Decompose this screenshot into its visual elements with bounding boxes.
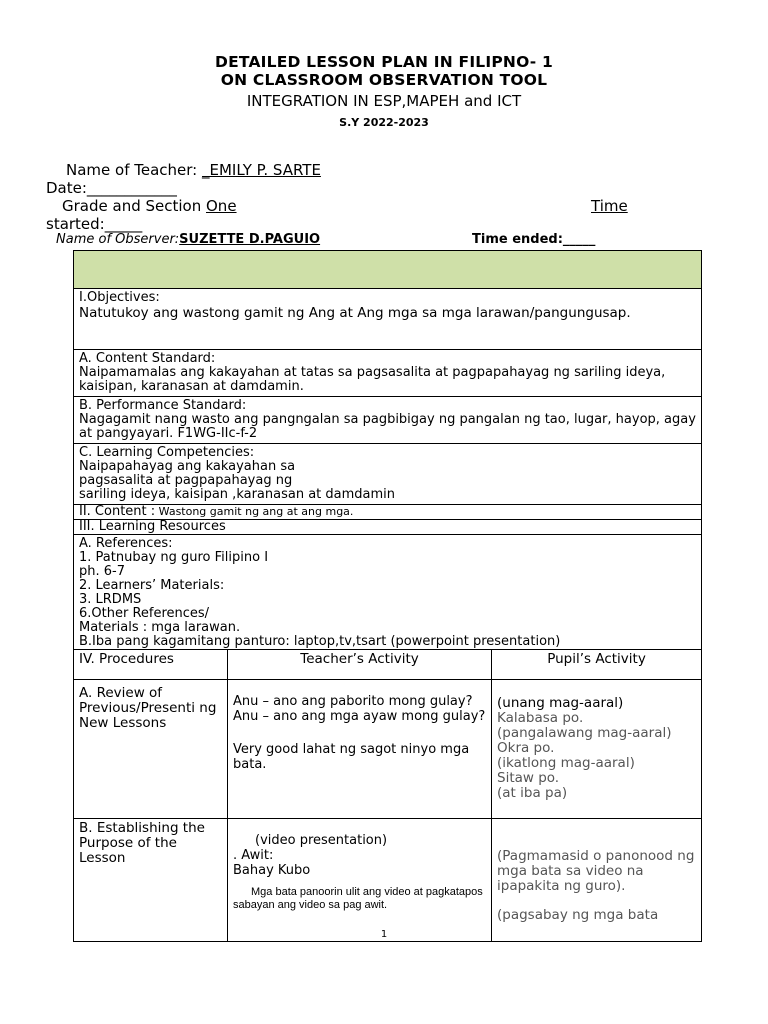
performance-standard-cell [74,397,702,444]
resources-line: Materials : mga larawan. [79,620,241,635]
content-row [74,505,702,520]
resources-line: 1. Patnubay ng guro Filipino I [79,550,269,565]
purpose-pupil-cell [492,819,702,942]
review-pupil-line: (unang mag-aaral) [497,695,624,711]
competencies-line-2: pagsasalita at pagpapahayag ng [79,473,293,488]
resources-heading-row [74,520,702,535]
time-started-label: Time [591,197,628,215]
resources-heading: III. Learning Resources [74,520,702,535]
content-standard-row [74,350,702,397]
review-label: A. Review of Previous/Presenti ng New Lessons [74,680,228,819]
competencies-row [74,444,702,505]
date-label: Date:____________ [46,179,177,197]
performance-standard-row [74,397,702,444]
procedures-header-row [74,650,702,680]
resources-line: ph. 6-7 [79,564,125,579]
time-ended-label: Time ended:_____ [472,232,596,247]
review-pupil-line: (pangalawang mag-aaral) [497,725,672,741]
content-value: Wastong gamit ng ang at ang mga. [155,505,354,518]
review-teacher-cell [228,680,492,819]
performance-standard-text: Nagagamit nang wasto ang pangngalan sa pagbibigay ng pangalan ng tao, lugar, hayop, agay at pangyayari. F1WG-IIc-f-2 [79,412,696,441]
purpose-label: B. Establishing the Purpose of the Lesson [74,819,228,942]
title-line-3: INTEGRATION IN ESP,MAPEH and ICT [246,92,522,110]
procedures-col-header: IV. Procedures [74,650,228,680]
review-teacher-line: Anu – ano ang mga ayaw mong gulay? [233,709,486,724]
page-number: 1 [380,929,388,940]
content-label: II. Content : [79,504,156,519]
grade-line [62,197,237,215]
purpose-video-note: (video presentation) [255,833,388,848]
teacher-line [66,161,321,179]
school-year: S.Y 2022-2023 [339,116,429,129]
objectives-text: Natutukoy ang wastong gamit ng Ang at Ang mga sa mga larawan/pangungusap. [79,305,631,321]
teacher-label: Name of Teacher: [66,161,198,179]
review-pupil-line: (ikatlong mag-aaral) [497,755,635,771]
content-standard-text: Naipamamalas ang kakayahan at tatas sa pagsasalita at pagpapahayag ng sariling ideya, kaisipan, karanasan at damdamin. [79,365,666,394]
review-pupil-cell [492,680,702,819]
grade-value: One [206,197,237,215]
observer-label: Name of Observer: [56,232,180,247]
purpose-awit-label: . Awit: [233,848,274,863]
purpose-pupil-text: (pagsabay ng mga bata [497,907,659,923]
resources-line: B.Iba pang kagamitang panturo: laptop,tv,tsart (powerpoint presentation) [79,634,561,649]
objectives-heading: I.Objectives: [79,290,160,305]
resources-line: A. References: [79,536,173,551]
resources-line: 3. LRDMS [79,592,142,607]
review-pupil-line: Okra po. [497,740,555,756]
purpose-song-title: Bahay Kubo [233,863,311,878]
content-standard-heading: A. Content Standard: [79,351,216,366]
purpose-row [74,819,702,942]
review-pupil-line: (at iba pa) [497,785,568,801]
teacher-name: _EMILY P. SARTE [202,161,321,179]
time-started-label-2: started:_____ [46,215,143,233]
observer-line [56,231,320,249]
review-pupil-line: Sitaw po. [497,770,560,786]
objectives-cell [74,289,702,350]
purpose-pupil-text: (Pagmamasid o panonood ng mga bata sa video na ipapakita ng guro). [497,848,695,894]
pupil-activity-col-header: Pupil’s Activity [492,650,702,680]
purpose-teacher-note: Mga bata panoorin ulit ang video at pagkatapos sabayan ang video sa pag awit. [233,886,483,911]
objectives-row [74,289,702,350]
performance-standard-heading: B. Performance Standard: [79,398,247,413]
competencies-line-3: sariling ideya, kaisipan ,karanasan at damdamin [79,487,396,502]
competencies-line-1: Naipapahayag ang kakayahan sa [79,459,296,474]
resources-line: 2. Learners’ Materials: [79,578,225,593]
lesson-plan-table [73,250,702,942]
resources-line: 6.Other References/ [79,606,210,621]
purpose-teacher-cell [228,819,492,942]
content-standard-cell [74,350,702,397]
competencies-cell [74,444,702,505]
competencies-heading: C. Learning Competencies: [79,445,255,460]
observer-name: SUZETTE D.PAGUIO [179,232,321,247]
green-header-band [74,251,702,289]
review-pupil-line: Kalabasa po. [497,710,584,726]
teacher-activity-col-header: Teacher’s Activity [228,650,492,680]
title-line-1: DETAILED LESSON PLAN IN FILIPNO- 1 [215,53,553,71]
resources-cell [74,535,702,650]
resources-row [74,535,702,650]
review-teacher-line: Very good lahat ng sagot ninyo mga bata. [233,742,470,772]
review-teacher-line: Anu – ano ang paborito mong gulay? [233,694,473,709]
review-row [74,680,702,819]
header-band-row [74,251,702,289]
title-line-2: ON CLASSROOM OBSERVATION TOOL [220,71,548,89]
content-cell [74,505,702,520]
grade-label: Grade and Section [62,197,202,215]
